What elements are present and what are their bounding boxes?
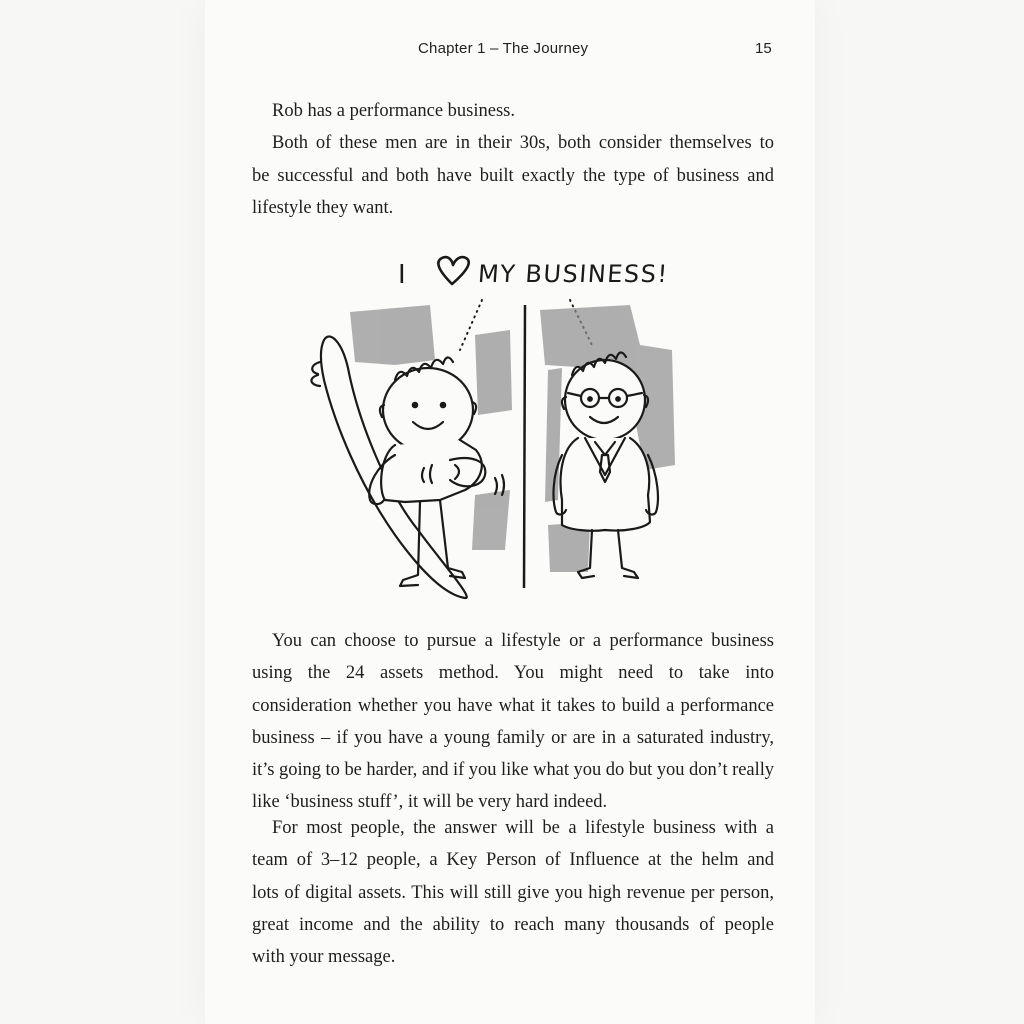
text-line: For most people, the answer will be a lifestyle business with a <box>272 818 774 838</box>
text-line: great income and the ability to reach many thousands of people <box>252 914 774 935</box>
caption-letter-i: I <box>398 260 406 290</box>
text-line: lots of digital assets. This will still give you high revenue per person, <box>252 882 774 903</box>
surfer-figure <box>311 336 504 598</box>
text-line: it’s going to be harder, and if you like what you do but you don’t really <box>252 760 774 781</box>
text-line: You can choose to pursue a lifestyle or a performance business <box>272 631 774 651</box>
text-line: like ‘business stuff’, it will be very hard indeed. <box>252 792 608 813</box>
page-number: 15 <box>755 40 772 57</box>
cartoon-illustration <box>300 250 680 605</box>
paragraph-intro <box>252 95 774 224</box>
text-line: team of 3–12 people, a Key Person of Influence at the helm and <box>252 850 774 871</box>
divider-line <box>524 305 525 588</box>
running-header: Chapter 1 – The Journey <box>418 40 589 57</box>
text-line: consideration whether you have what it takes to build a performance <box>252 695 774 716</box>
text-line: be successful and both have built exactly the type of business and <box>252 165 774 186</box>
paragraph-conclusion <box>252 812 774 973</box>
text-line: with your message. <box>252 947 396 968</box>
text-line: lifestyle they want. <box>252 197 394 218</box>
text-line: Rob has a performance business. <box>272 101 516 121</box>
text-line: using the 24 assets method. You might need to take into <box>252 663 774 684</box>
text-line: Both of these men are in their 30s, both consider themselves to <box>272 133 774 154</box>
text-line: business – if you have a young family or are in a saturated industry, <box>252 727 774 748</box>
paragraph-choice <box>252 625 774 819</box>
heart-icon <box>438 257 468 284</box>
caption-my-business: MY BUSINESS! <box>477 260 670 288</box>
